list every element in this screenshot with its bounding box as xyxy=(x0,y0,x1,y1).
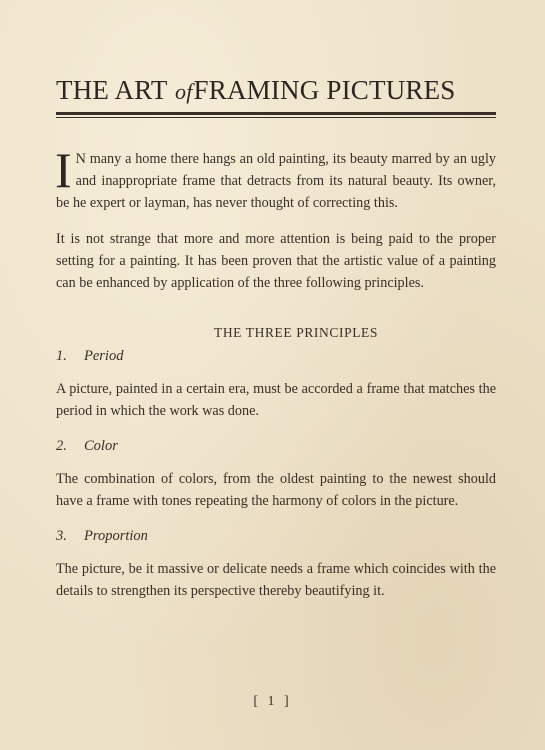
principle-number: 2. xyxy=(56,438,67,454)
intro-text: N many a home there hangs an old painting, its beauty marred by an ugly and inappropriate frame that detracts from its natural beauty. Its owner, be he expert or layman, has never thought of correcting this. xyxy=(56,151,496,211)
principle-text: The combination of colors, from the oldest painting to the newest should have a frame with tones repeating the harmony of colors in the picture. xyxy=(56,471,496,509)
principle-number: 3. xyxy=(56,528,67,544)
title-rule-thin xyxy=(56,117,496,118)
principle-3 xyxy=(56,526,496,602)
second-paragraph: It is not strange that more and more attention is being paid to the proper setting for a painting. It has been proven that the artistic value of a painting can be enhanced by application of the three following principles. xyxy=(56,231,496,291)
principle-name: Proportion xyxy=(84,528,148,544)
principle-title xyxy=(56,526,496,546)
principle-number: 1. xyxy=(56,348,67,364)
principle-title xyxy=(56,346,496,366)
title-rule-thick xyxy=(56,112,496,115)
page-number: [ 1 ] xyxy=(253,694,292,709)
document-page xyxy=(56,74,496,602)
principle-2 xyxy=(56,436,496,512)
principles-heading: THE THREE PRINCIPLES xyxy=(213,325,378,340)
drop-cap: I xyxy=(55,142,72,198)
principle-text: The picture, be it massive or delicate needs a frame which coincides with the details to strengthen its perspective thereby beautifying it. xyxy=(56,561,496,599)
principle-name: Period xyxy=(84,348,124,364)
principle-1 xyxy=(56,346,496,422)
intro-paragraph xyxy=(55,142,496,214)
title-of: of xyxy=(175,79,193,104)
title-part-2: FRAMING PICTURES xyxy=(193,75,456,105)
title-part-1: THE ART xyxy=(56,75,168,105)
page-title xyxy=(56,74,496,108)
principle-name: Color xyxy=(84,438,118,454)
principle-title xyxy=(56,436,496,456)
principle-text: A picture, painted in a certain era, must be accorded a frame that matches the period in which the work was done. xyxy=(56,381,496,419)
